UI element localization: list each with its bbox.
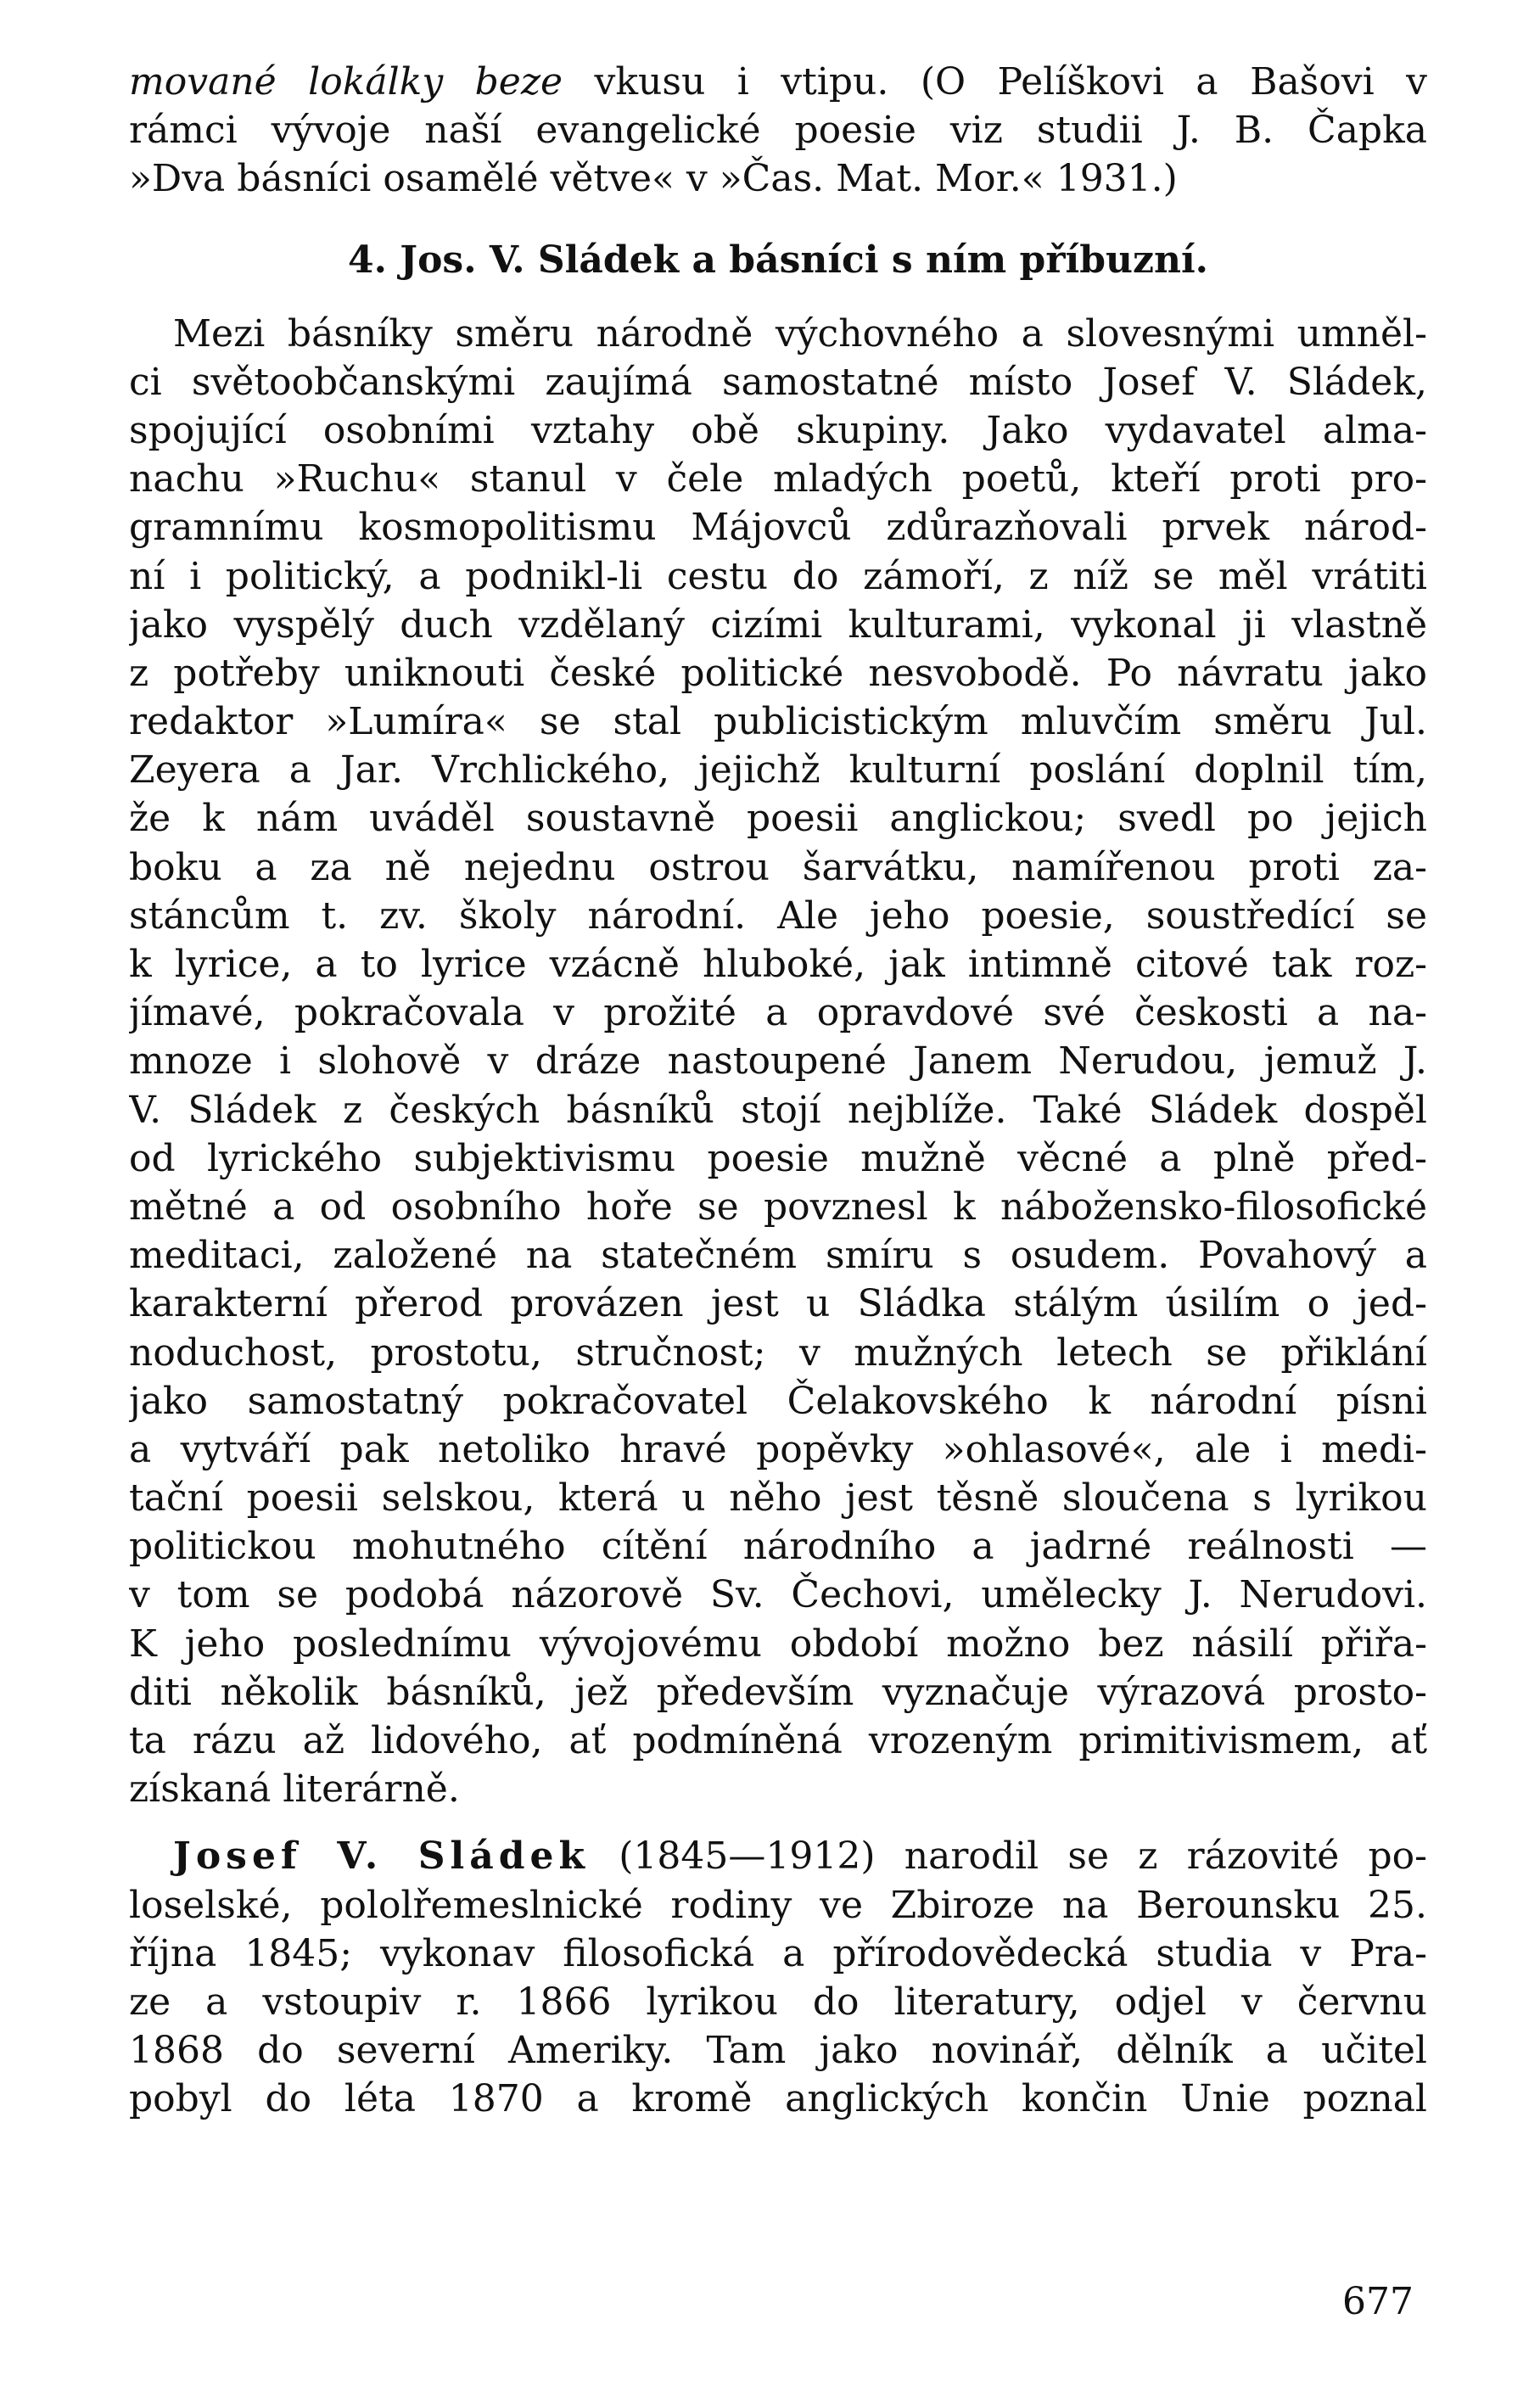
text-line: meditaci, založené na statečném smíru s osudem. Povahový a bbox=[129, 1234, 1427, 1278]
line-text: vkusu i vtipu. (O Pelíškovi a Bašovi v bbox=[563, 60, 1427, 104]
text-line bbox=[129, 106, 1427, 154]
text-line: gramnímu kosmopolitismu Májovců zdůrazňovali prvek národ- bbox=[129, 506, 1427, 550]
text-line: mětné a od osobního hoře se povznesl k nábožensko-filosofické bbox=[129, 1185, 1427, 1229]
text-line bbox=[129, 58, 1427, 106]
text-line: jako samostatný pokračovatel Čelakovského k národní písni bbox=[129, 1379, 1427, 1423]
text-line: z potřeby uniknouti české politické nesvobodě. Po návratu jako bbox=[129, 651, 1427, 695]
text-line: redaktor »Lumíra« se stal publicistickým mluvčím směru Jul. bbox=[129, 700, 1427, 744]
text-line: noduchost, prostotu, stručnost; v mužných letech se přiklání bbox=[129, 1330, 1427, 1375]
italic-fragment: mované lokálky beze bbox=[129, 60, 563, 104]
section-heading: 4. Jos. V. Sládek a básníci s ním příbuzní. bbox=[348, 238, 1208, 282]
text-line: jímavé, pokračovala v prožité a opravdové své českosti a na- bbox=[129, 991, 1427, 1035]
text-line: boku a za ně nejednu ostrou šarvátku, namířenou proti za- bbox=[129, 845, 1427, 889]
line-text: (1845—1912) narodil se z rázovité po- bbox=[590, 1834, 1427, 1879]
text-line: mnoze i slohově v dráze nastoupené Janem Nerudou, jemuž J. bbox=[129, 1039, 1427, 1084]
text-line: diti několik básníků, jež především vyznačuje výrazová prosto- bbox=[129, 1670, 1427, 1714]
paragraph-two bbox=[129, 1832, 1427, 2123]
text-line: K jeho poslednímu vývojovému období možno bez násilí přiřa- bbox=[129, 1622, 1427, 1666]
text-line: tační poesii selskou, která u něho jest těsně sloučena s lyrikou bbox=[129, 1476, 1427, 1521]
line-text: rámci vývoje naší evangelické poesie viz studii J. B. Čapka bbox=[129, 109, 1427, 153]
text-line: a vytváří pak netoliko hravé popěvky »ohlasové«, ale i medi- bbox=[129, 1427, 1427, 1471]
text-line: získaná literárně. bbox=[129, 1767, 460, 1812]
text-line: října 1845; vykonav filosofická a přírodovědecká studia v Pra- bbox=[129, 1931, 1427, 1975]
author-name: Josef V. Sládek bbox=[173, 1834, 590, 1879]
text-line bbox=[129, 154, 1427, 203]
paragraph-gap bbox=[129, 1813, 1427, 1832]
text-line: ní i politický, a podnikl-li cestu do zámoří, z níž se měl vrátiti bbox=[129, 554, 1427, 598]
text-line: ze a vstoupiv r. 1866 lyrikou do literatury, odjel v červnu bbox=[129, 1980, 1427, 2024]
text-line: od lyrického subjektivismu poesie mužně věcné a plně před- bbox=[129, 1136, 1427, 1180]
text-line: V. Sládek z českých básníků stojí nejblíže. Také Sládek dospěl bbox=[129, 1088, 1427, 1132]
text-line: Zeyera a Jar. Vrchlického, jejichž kulturní poslání doplnil tím, bbox=[129, 748, 1427, 793]
text-line: politickou mohutného cítění národního a jadrné reálnosti — bbox=[129, 1525, 1427, 1569]
text-line: Mezi básníky směru národně výchovného a slovesnými umněl- bbox=[173, 311, 1427, 356]
text-line: spojující osobními vztahy obě skupiny. Jako vydavatel alma- bbox=[129, 408, 1427, 452]
document-page bbox=[129, 58, 1427, 2349]
text-line: pobyl do léta 1870 a kromě anglických končin Unie poznal bbox=[129, 2077, 1427, 2121]
text-line bbox=[129, 1832, 1427, 1880]
text-line: ci světoobčanskými zaujímá samostatné místo Josef V. Sládek, bbox=[129, 360, 1427, 404]
text-line: k lyrice, a to lyrice vzácně hluboké, jak intimně citové tak roz- bbox=[129, 943, 1427, 986]
text-line: ta rázu až lidového, ať podmíněná vrozeným primitivismem, ať bbox=[129, 1719, 1427, 1762]
text-line: jako vyspělý duch vzdělaný cizími kulturami, vykonal ji vlastně bbox=[129, 602, 1427, 647]
text-line: nachu »Ruchu« stanul v čele mladých poetů, kteří proti pro- bbox=[129, 457, 1427, 501]
text-line: karakterní přerod provázen jest u Sládka stálým úsilím o jed- bbox=[129, 1282, 1427, 1326]
text-line: že k nám uváděl soustavně poesii anglickou; svedl po jejich bbox=[129, 797, 1427, 841]
line-text: »Dva básníci osamělé větve« v »Čas. Mat. Mor.« 1931.) bbox=[129, 157, 1178, 201]
paragraph-one bbox=[129, 310, 1427, 1814]
text-line: stáncům t. zv. školy národní. Ale jeho poesie, soustředící se bbox=[129, 893, 1427, 938]
text-line: 1868 do severní Ameriky. Tam jako novinář, dělník a učitel bbox=[129, 2029, 1427, 2073]
text-line: v tom se podobá názorově Sv. Čechovi, umělecky J. Nerudovi. bbox=[129, 1573, 1427, 1617]
text-line: loselské, pololřemeslnické rodiny ve Zbiroze na Berounsku 25. bbox=[129, 1883, 1427, 1927]
intro-continuation bbox=[129, 58, 1427, 204]
page-number: 677 bbox=[1342, 2280, 1414, 2323]
